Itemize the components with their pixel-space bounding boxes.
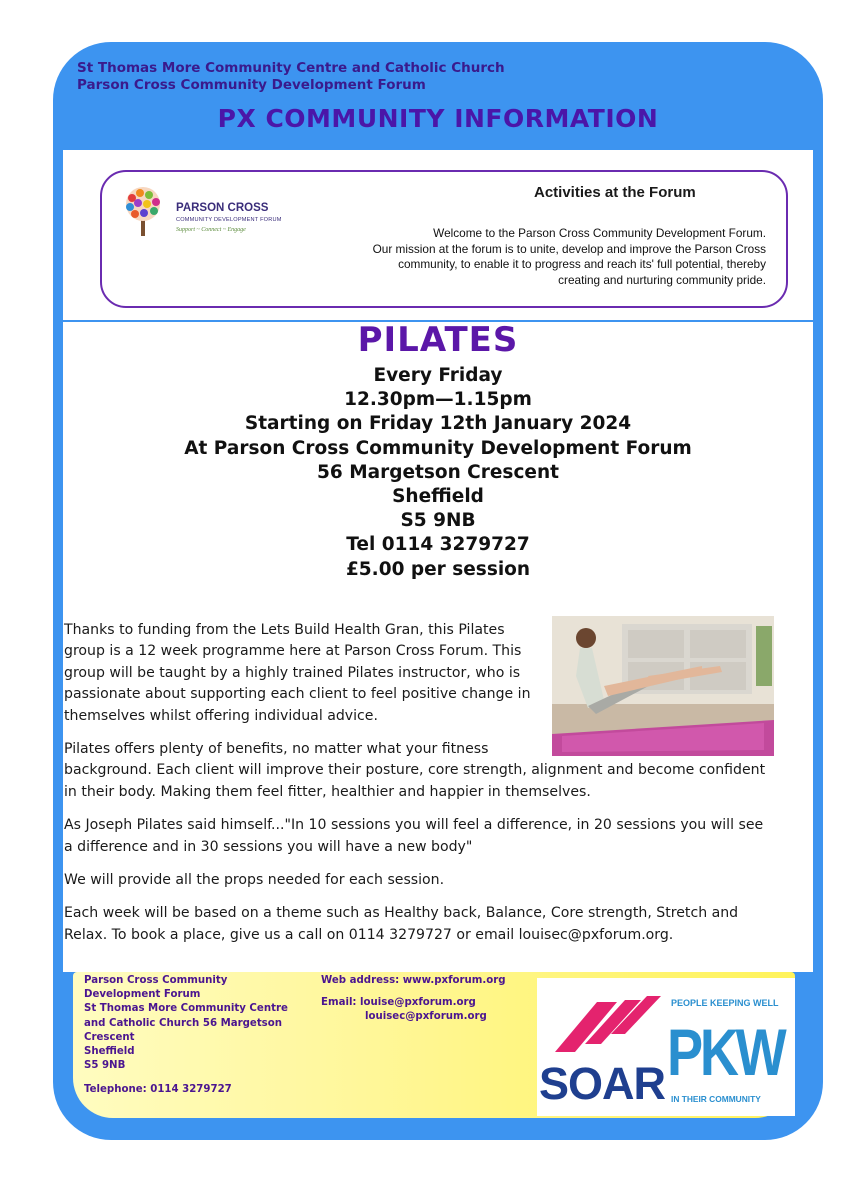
event-detail-line: 56 Margetson Crescent xyxy=(317,461,559,483)
content-panel xyxy=(63,150,813,972)
paragraph-props: We will provide all the props needed for each session. xyxy=(64,872,445,889)
event-detail-line: At Parson Cross Community Development Forum xyxy=(184,437,692,459)
paragraph-quote: As Joseph Pilates said himself..."In 10 sessions you will feel a difference, in 20 sessions you will see a difference and in 30 sessions you will have a new body" xyxy=(64,817,764,855)
tree-icon xyxy=(118,184,168,240)
welcome-line: Our mission at the forum is to unite, develop and improve the Parson Cross xyxy=(372,241,766,256)
address-line: and Catholic Church 56 Margetson xyxy=(84,1017,282,1029)
paragraph-booking: Each week will be based on a theme such as Healthy back, Balance, Core strength, Stretch and Relax. To book a place, give us a call on 0114 3279727 or email louisec@pxforum.org. xyxy=(64,905,739,943)
activities-heading: Activities at the Forum xyxy=(534,184,696,201)
event-detail-line: £5.00 per session xyxy=(345,558,531,580)
event-detail-line: Sheffield xyxy=(392,486,484,508)
event-title: PILATES xyxy=(357,320,519,360)
pkw-bottom-text: IN THEIR COMMUNITY xyxy=(671,1094,761,1104)
welcome-line: Welcome to the Parson Cross Community Development Forum. xyxy=(433,226,766,240)
address-line: Sheffield xyxy=(84,1046,135,1058)
header-organisation-line-1: St Thomas More Community Centre and Catholic Church xyxy=(77,60,505,76)
body-text xyxy=(64,620,774,958)
header-organisation-line-2: Parson Cross Community Development Forum xyxy=(77,77,426,93)
footer-address xyxy=(84,974,319,1073)
partner-logos xyxy=(537,978,795,1116)
footer-email-1[interactable]: Email: louise@pxforum.org xyxy=(321,997,476,1008)
address-line: Parson Cross Community xyxy=(84,975,228,986)
logo-name: PARSON CROSS xyxy=(176,202,269,214)
intro-box xyxy=(100,170,788,308)
event-details xyxy=(63,364,813,582)
event-detail-line: Every Friday xyxy=(373,365,503,386)
page-title: PX COMMUNITY INFORMATION xyxy=(217,104,659,133)
pilates-photo-illustration xyxy=(552,616,774,756)
event-detail-line: Tel 0114 3279727 xyxy=(346,534,530,556)
footer-web-address[interactable]: Web address: www.pxforum.org xyxy=(321,975,506,986)
footer-telephone: Telephone: 0114 3279727 xyxy=(84,1084,232,1095)
logo-tagline: Support ~ Connect ~ Engage xyxy=(176,227,246,233)
soar-logo-text: SOAR xyxy=(539,1058,666,1109)
paragraph-benefits: Pilates offers plenty of benefits, no matter what your fitness background. Each client will improve their posture, core strength, alignment and become confident in their body. Making them feel fitter, healthier and happier in themselves. xyxy=(64,741,766,800)
welcome-line: creating and nurturing community pride. xyxy=(558,272,766,287)
event-detail-line: Starting on Friday 12th January 2024 xyxy=(244,413,632,435)
address-line: S5 9NB xyxy=(84,1060,126,1072)
pilates-photo xyxy=(546,620,774,756)
logo-subtitle: COMMUNITY DEVELOPMENT FORUM xyxy=(176,217,282,223)
soar-swoosh-icon xyxy=(537,982,667,1062)
footer-email-2[interactable]: louisec@pxforum.org xyxy=(365,1011,487,1022)
address-line: Crescent xyxy=(84,1031,135,1043)
footer-contact xyxy=(73,972,795,1118)
address-line: Development Forum xyxy=(84,989,201,1001)
paragraph-funding: Thanks to funding from the Lets Build Health Gran, this Pilates group is a 12 week programme here at Parson Cross Forum. This group will be taught by a highly trained Pilates instructor, who is passionate about supporting each client to feel positive change in themselves whilst offering individual advice. xyxy=(64,622,531,724)
poster-frame xyxy=(53,42,823,1140)
welcome-text xyxy=(206,226,766,288)
pkw-top-text: PEOPLE KEEPING WELL xyxy=(671,998,779,1008)
event-detail-line: S5 9NB xyxy=(400,510,476,532)
welcome-line: community, to enable it to progress and reach its' full potential, thereby xyxy=(398,257,766,271)
event-detail-line: 12.30pm—1.15pm xyxy=(344,389,532,411)
pkw-logo-text: PKW xyxy=(667,1015,784,1089)
address-line: St Thomas More Community Centre xyxy=(84,1003,288,1015)
